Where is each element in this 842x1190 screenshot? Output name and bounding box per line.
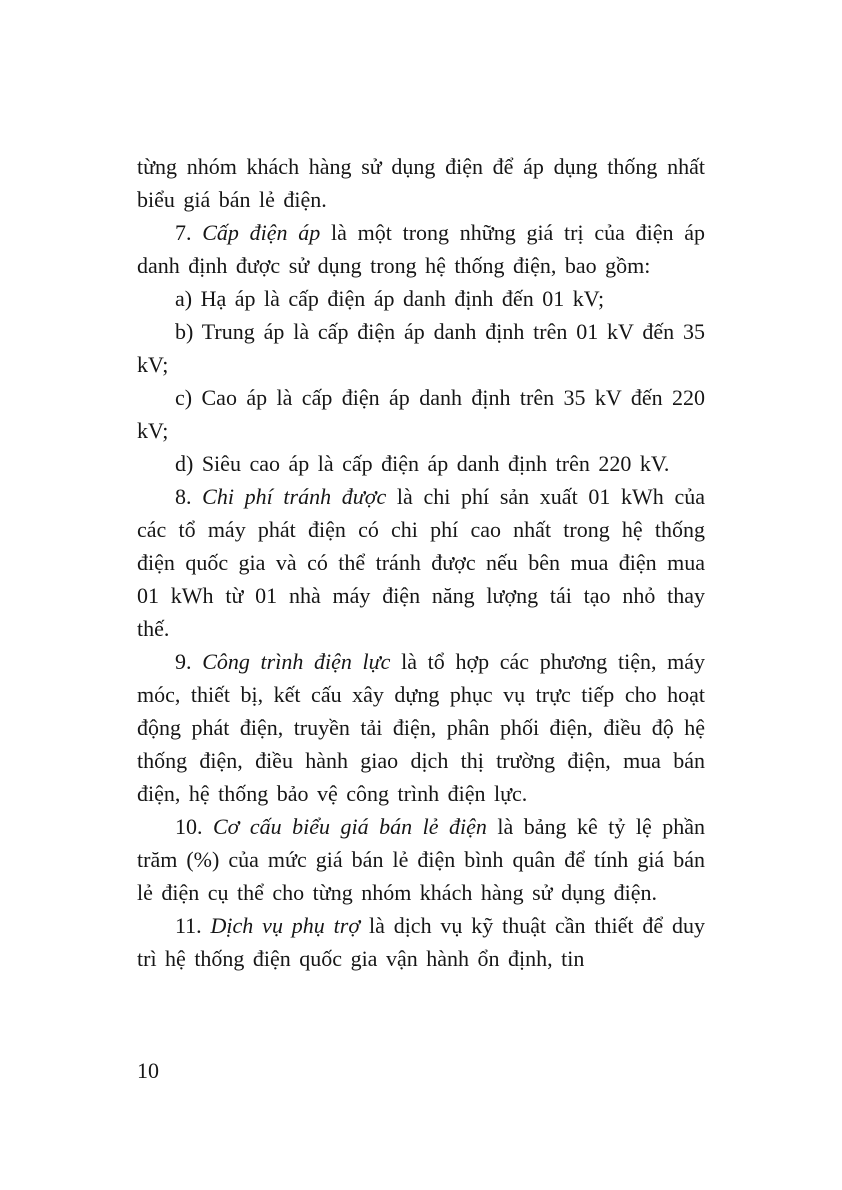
defined-term-italic: Cơ cấu biểu giá bán lẻ điện (213, 814, 487, 839)
text-run: là một trong những giá trị của điện áp danh định được sử dụng trong hệ thống điện, bao gồm: (137, 220, 705, 278)
paragraph-continuation (137, 150, 705, 216)
text-run: từng nhóm khách hàng sử dụng điện để áp dụng thống nhất biểu giá bán lẻ điện. (137, 154, 705, 212)
defined-term-italic: Dịch vụ phụ trợ (210, 913, 361, 938)
page-body-text (137, 150, 705, 975)
paragraph-item-7a (137, 282, 705, 315)
paragraph-item-7 (137, 216, 705, 282)
text-run: là dịch vụ kỹ thuật cần thiết để duy trì hệ thống điện quốc gia vận hành ổn định, tin (137, 913, 705, 971)
paragraph-item-7b (137, 315, 705, 381)
text-run: b) Trung áp là cấp điện áp danh định trên 01 kV đến 35 kV; (137, 319, 705, 377)
defined-term-italic: Cấp điện áp (202, 220, 321, 245)
defined-term-italic: Chi phí tránh được (202, 484, 387, 509)
paragraph-item-10 (137, 810, 705, 909)
defined-term-italic: Công trình điện lực (202, 649, 391, 674)
text-run: 7. (175, 220, 203, 245)
paragraph-item-9 (137, 645, 705, 810)
text-run: là bảng kê tỷ lệ phần trăm (%) của mức giá bán lẻ điện bình quân để tính giá bán lẻ điện cụ thể cho từng nhóm khách hàng sử dụng điện. (137, 814, 705, 905)
paragraph-item-11 (137, 909, 705, 975)
paragraph-item-7c (137, 381, 705, 447)
page-number: 10 (137, 1058, 159, 1083)
text-run: 8. (175, 484, 203, 509)
text-run: là chi phí sản xuất 01 kWh của các tổ máy phát điện có chi phí cao nhất trong hệ thống điện quốc gia và có thể tránh được nếu bên mua điện mua 01 kWh từ 01 nhà máy điện năng lượng tái tạo nhỏ thay thế. (137, 484, 705, 641)
text-run: a) Hạ áp là cấp điện áp danh định đến 01 kV; (175, 286, 605, 311)
text-run: 9. (175, 649, 203, 674)
text-run: là tổ hợp các phương tiện, máy móc, thiết bị, kết cấu xây dựng phục vụ trực tiếp cho hoạt động phát điện, truyền tải điện, phân phối điện, điều độ hệ thống điện, điều hành giao dịch thị trường điện, mua bán điện, hệ thống bảo vệ công trình điện lực. (137, 649, 706, 806)
text-run: 10. (175, 814, 213, 839)
text-run: d) Siêu cao áp là cấp điện áp danh định trên 220 kV. (175, 451, 670, 476)
paragraph-item-8 (137, 480, 705, 645)
text-run: c) Cao áp là cấp điện áp danh định trên 35 kV đến 220 kV; (137, 385, 705, 443)
text-run: 11. (175, 913, 211, 938)
paragraph-item-7d (137, 447, 705, 480)
